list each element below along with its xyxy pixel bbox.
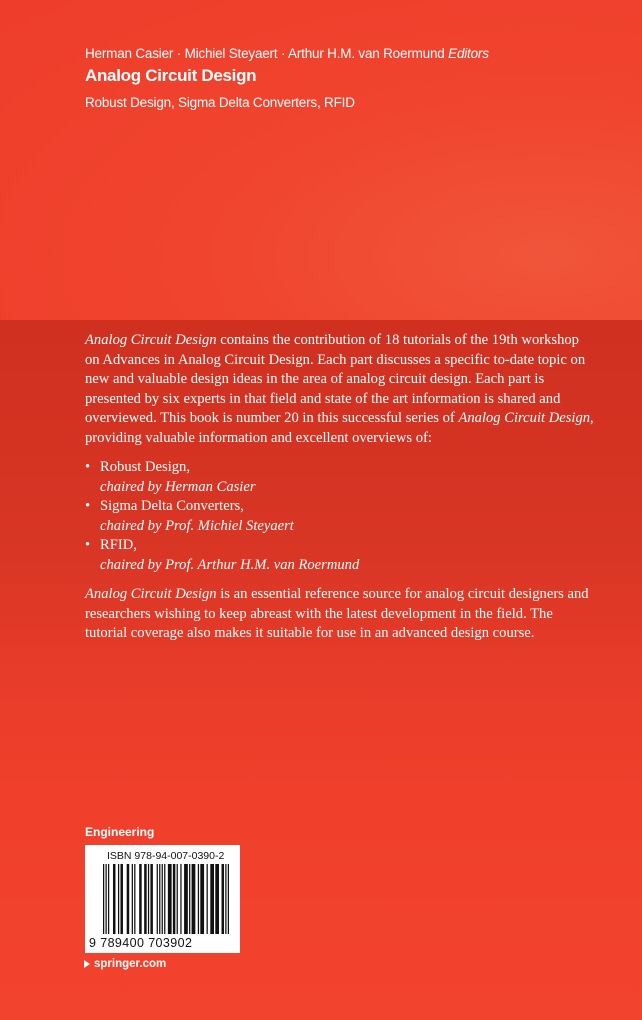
topic-list: [85, 458, 595, 575]
bullet-icon: •: [85, 537, 91, 553]
bullet-icon: •: [85, 459, 91, 475]
barcode-bar: [162, 864, 163, 934]
arrow-right-icon: [84, 960, 90, 968]
barcode-bar: [159, 864, 160, 934]
barcode-bar: [177, 864, 178, 934]
description-paragraph-1: [85, 331, 595, 448]
barcode-bar: [150, 864, 152, 934]
list-item: [85, 458, 595, 497]
description-text: , providing valuable information and excellent overviews of:: [85, 410, 594, 446]
barcode-bar: [103, 864, 104, 934]
publisher-website: springer.com: [94, 958, 167, 970]
barcode-bar: [225, 864, 226, 934]
isbn-barcode: [85, 845, 240, 953]
book-title: Analog Circuit Design: [85, 66, 257, 85]
editors-names: Herman Casier · Michiel Steyaert · Arthur H.M. van Roermund: [85, 46, 445, 61]
list-item: [85, 497, 595, 536]
barcode-bar: [139, 864, 141, 934]
barcode-bar: [173, 864, 175, 934]
barcode-bar: [207, 864, 208, 934]
barcode-bar: [134, 864, 135, 934]
book-subtitle: Robust Design, Sigma Delta Converters, RFID: [85, 95, 355, 110]
barcode-bar: [132, 864, 133, 934]
topic-name: Sigma Delta Converters,: [100, 498, 244, 514]
description-paragraph-2: [85, 585, 595, 644]
barcode-digits: 9 789400 703902: [89, 936, 193, 950]
topic-chair: chaired by Herman Casier: [100, 478, 256, 495]
barcode-bar: [192, 864, 196, 934]
barcode-bar: [113, 864, 115, 934]
barcode-bar: [108, 864, 109, 934]
barcode-bar: [200, 864, 204, 934]
bullet-icon: •: [85, 498, 91, 514]
barcode-bar: [164, 864, 165, 934]
series-title: Analog Circuit Design: [85, 586, 217, 602]
barcode-bar: [189, 864, 190, 934]
description-text: contains the contribution of 18 tutorials of the 19th workshop on Advances in Analog Circuit Design. Each part discusses a specific to-date topic on new and valuable design ideas in the area of analog circuit design. Each part is presented by six experts in that field and state of the art information is shared and overviewed. This book is number 20 in this successful series of: [85, 332, 586, 426]
barcode-bar: [148, 864, 149, 934]
topic-name: RFID,: [100, 537, 137, 553]
series-title: Analog Circuit Design: [458, 410, 591, 426]
barcode-bar: [228, 864, 229, 934]
list-item: [85, 536, 595, 575]
barcode-bar: [222, 864, 224, 934]
isbn-label: ISBN 978-94-007-0390-2: [107, 850, 225, 862]
topic-chair: chaired by Prof. Arthur H.M. van Roermund: [100, 556, 360, 573]
barcode-bar: [210, 864, 214, 934]
subject-category: Engineering: [85, 825, 155, 839]
barcode-bar: [215, 864, 219, 934]
description-text: is an essential reference source for analog circuit designers and researchers wishing to keep abreast with the latest development in the field. The tutorial coverage also makes it suitable for use in an advanced design course.: [85, 586, 589, 641]
barcode-bar: [168, 864, 172, 934]
book-description: [85, 331, 595, 644]
barcode-bar: [105, 864, 106, 934]
barcode-bar: [120, 864, 122, 934]
series-title: Analog Circuit Design: [85, 332, 217, 348]
barcode-bar: [157, 864, 158, 934]
barcode-bar: [127, 864, 129, 934]
barcode-bar: [180, 864, 181, 934]
editors-line: [85, 46, 489, 61]
editors-role: Editors: [448, 46, 489, 61]
barcode-bar: [198, 864, 199, 934]
topic-chair: chaired by Prof. Michiel Steyaert: [100, 517, 294, 534]
topic-name: Robust Design,: [100, 459, 190, 475]
barcode-bars: [103, 864, 229, 934]
barcode-bar: [144, 864, 146, 934]
publisher-link[interactable]: [84, 958, 166, 970]
barcode-bar: [118, 864, 119, 934]
barcode-bar: [184, 864, 188, 934]
